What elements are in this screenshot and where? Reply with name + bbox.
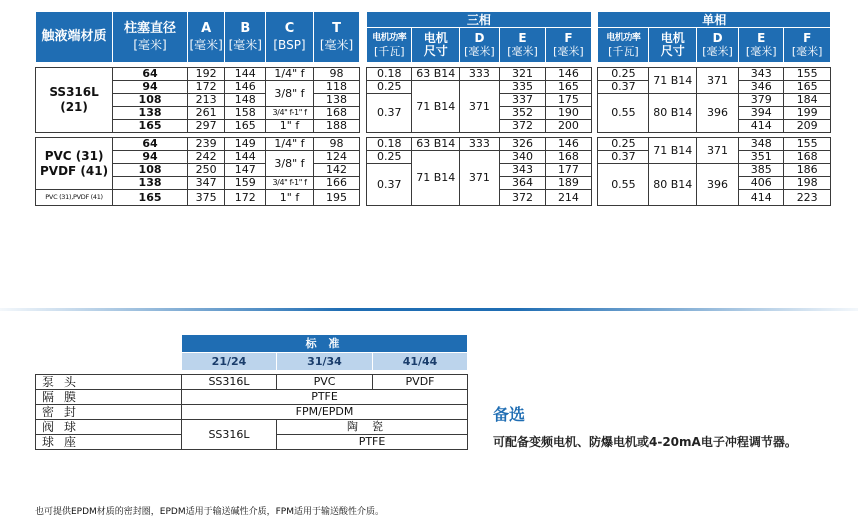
table-row: 泵头 SS316L PVC PVDF bbox=[36, 375, 468, 390]
header-b: B [毫米] bbox=[225, 12, 266, 63]
header-material: 触液端材质 bbox=[36, 12, 113, 63]
table-row: PVC (31) PVDF (41) 64 239 149 1/4" f 98 0.18 63 B14 333 326 146 0.25 71 B14 371 348 155 bbox=[36, 138, 831, 151]
material-cell: SS316L (21) bbox=[36, 68, 113, 133]
spec-table bbox=[35, 11, 831, 206]
header-three-phase: 三相 bbox=[367, 12, 592, 28]
header-f-1: F [毫米] bbox=[784, 28, 831, 63]
header-motor-size-1: 电机 尺寸 bbox=[649, 28, 697, 63]
row-label-diaphragm: 隔膜 bbox=[36, 390, 182, 405]
table-row: 108 250 147 142 0.37 343 177 0.55 80 B14 396 385 186 bbox=[36, 164, 831, 177]
table-row: 94 242 144 3/8" f 124 0.25 71 B14 371 340 168 0.37 351 168 bbox=[36, 151, 831, 164]
header-a: A [毫米] bbox=[187, 12, 224, 63]
table-row: SS316L (21) 64 192 144 1/4" f 98 0.18 63 B14 333 321 146 0.25 71 B14 371 343 155 bbox=[36, 68, 831, 81]
header-single-phase: 单相 bbox=[598, 12, 831, 28]
standard-col: 41/44 bbox=[373, 353, 468, 371]
table-row: 球座 PTFE bbox=[36, 435, 468, 450]
header-t: T [毫米] bbox=[313, 12, 359, 63]
table-row: 108 213 148 138 0.37 337 175 0.55 80 B14 396 379 184 bbox=[36, 94, 831, 107]
row-label-seal: 密封 bbox=[36, 405, 182, 420]
section-divider bbox=[0, 308, 858, 311]
header-f-3: F [毫米] bbox=[546, 28, 591, 63]
table-row: 94 172 146 3/8" f 118 0.25 71 B14 371 335 165 0.37 346 165 bbox=[36, 81, 831, 94]
header-motor-power-3: 电机功率 [千瓦] bbox=[367, 28, 412, 63]
header-d-1: D [毫米] bbox=[697, 28, 739, 63]
material-cell: PVC (31) PVDF (41) bbox=[36, 138, 113, 190]
row-label-pump-head: 泵头 bbox=[36, 375, 182, 390]
table-row: 138 261 158 3/4" f-1" f 168 352 190 394 199 bbox=[36, 107, 831, 120]
header-e-1: E [毫米] bbox=[739, 28, 784, 63]
row-label-ball-seat: 球座 bbox=[36, 435, 182, 450]
header-c: C [BSP] bbox=[266, 12, 314, 63]
standard-col: 31/34 bbox=[277, 353, 373, 371]
table-row: 165 297 165 1" f 188 372 200 414 209 bbox=[36, 120, 831, 133]
header-e-3: E [毫米] bbox=[499, 28, 545, 63]
table-row: 密封 FPM/EPDM bbox=[36, 405, 468, 420]
standard-title: 标 准 bbox=[182, 335, 468, 353]
optional-title: 备选 bbox=[493, 405, 526, 424]
standard-table bbox=[35, 334, 468, 450]
material-cell-small: PVC (31),PVDF (41) bbox=[36, 190, 113, 206]
table-row: PVC (31),PVDF (41) 165 375 172 1" f 195 372 214 414 223 bbox=[36, 190, 831, 206]
header-motor-size-3: 电机 尺寸 bbox=[412, 28, 460, 63]
optional-text: 可配备变频电机、防爆电机或4-20mA电子冲程调节器。 bbox=[493, 435, 797, 449]
footnote: 也可提供EPDM材质的密封圈，EPDM适用于输送碱性介质，FPM适用于输送酸性介质。 bbox=[35, 507, 384, 517]
standard-col: 21/24 bbox=[182, 353, 277, 371]
row-label-valve-ball: 阀球 bbox=[36, 420, 182, 435]
header-d-3: D [毫米] bbox=[460, 28, 500, 63]
table-row: 138 347 159 3/4" f-1" f 166 364 189 406 198 bbox=[36, 177, 831, 190]
table-row: 隔膜 PTFE bbox=[36, 390, 468, 405]
table-row: 阀球 SS316L 陶瓷 bbox=[36, 420, 468, 435]
header-motor-power-1: 电机功率 [千瓦] bbox=[598, 28, 649, 63]
header-piston: 柱塞直径 [毫米] bbox=[113, 12, 188, 63]
